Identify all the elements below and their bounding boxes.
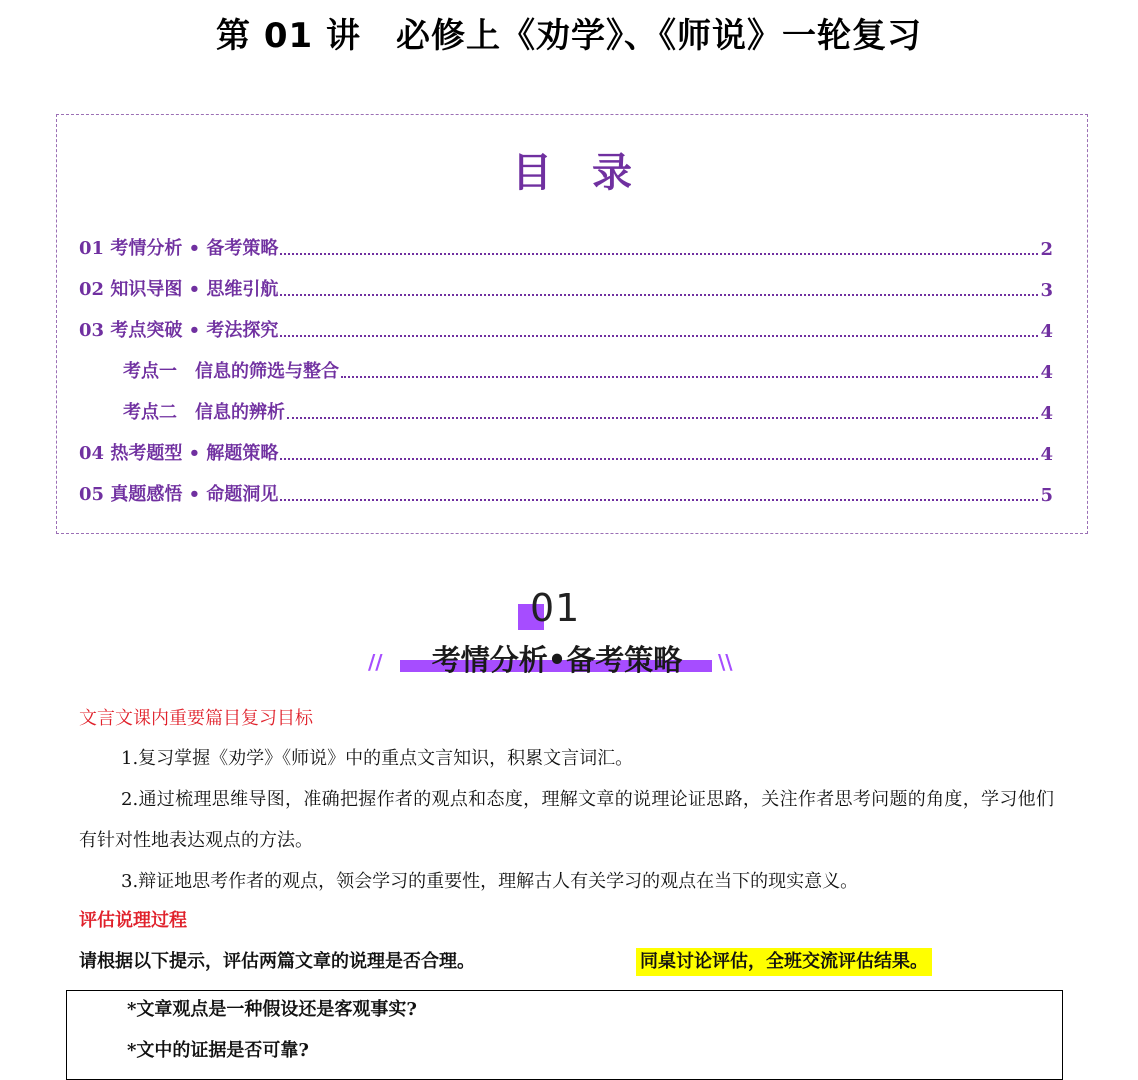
toc-item-page: 4 bbox=[1040, 362, 1053, 383]
section-content bbox=[79, 700, 1054, 984]
goal-item: 3.辩证地思考作者的观点，领会学习的重要性，理解古人有关学习的观点在当下的现实意义。 bbox=[121, 871, 859, 892]
goal-item: 2.通过梳理思维导图，准确把握作者的观点和态度，理解文章的说理论证思路，关注作者思考问题的角度，学习他们有针对性地表达观点的方法。 bbox=[79, 789, 1054, 851]
toc-list bbox=[79, 219, 1053, 506]
toc-item-page: 3 bbox=[1040, 280, 1053, 301]
toc-subitem[interactable] bbox=[79, 383, 1053, 424]
slash-decor-left: // bbox=[368, 650, 383, 674]
eval-prompt: 请根据以下提示，评估两篇文章的说理是否合理。 bbox=[79, 951, 475, 972]
hint-item: *文中的证据是否可靠? bbox=[127, 1040, 309, 1061]
toc-item-page: 2 bbox=[1040, 239, 1053, 260]
toc-item-label: 考点二 信息的辨析 bbox=[123, 402, 285, 423]
toc-leader-dots bbox=[341, 376, 1038, 378]
eval-heading: 评估说理过程 bbox=[79, 910, 187, 931]
table-of-contents bbox=[56, 114, 1088, 534]
hint-box bbox=[66, 990, 1063, 1080]
page-title: 第 01 讲 必修上《劝学》、《师说》一轮复习 bbox=[216, 16, 922, 56]
toc-item-page: 4 bbox=[1040, 444, 1053, 465]
toc-item-label: 01 考情分析 • 备考策略 bbox=[79, 238, 279, 259]
toc-item-label: 02 知识导图 • 思维引航 bbox=[79, 279, 279, 300]
toc-item-label: 05 真题感悟 • 命题洞见 bbox=[79, 484, 279, 505]
hint-item: *文章观点是一种假设还是客观事实? bbox=[127, 999, 417, 1020]
toc-leader-dots bbox=[280, 458, 1038, 460]
goal-item: 1.复习掌握《劝学》《师说》中的重点文言知识，积累文言词汇。 bbox=[121, 748, 634, 769]
toc-item[interactable] bbox=[79, 465, 1053, 506]
toc-item-page: 5 bbox=[1040, 485, 1053, 506]
toc-leader-dots bbox=[280, 499, 1038, 501]
goal-heading: 文言文课内重要篇目复习目标 bbox=[79, 708, 313, 729]
toc-item[interactable] bbox=[79, 219, 1053, 260]
toc-leader-dots bbox=[287, 417, 1038, 419]
toc-item-label: 04 热考题型 • 解题策略 bbox=[79, 443, 279, 464]
toc-heading: 目录 bbox=[512, 150, 672, 196]
toc-leader-dots bbox=[280, 294, 1038, 296]
toc-subitem[interactable] bbox=[79, 342, 1053, 383]
toc-leader-dots bbox=[280, 335, 1038, 337]
toc-item[interactable] bbox=[79, 424, 1053, 465]
section-number: 01 bbox=[530, 586, 581, 630]
highlighted-instruction: 同桌讨论评估，全班交流评估结果。 bbox=[636, 948, 932, 976]
section-title: 考情分析•备考策略 bbox=[431, 643, 683, 677]
toc-item-page: 4 bbox=[1040, 321, 1053, 342]
toc-item-page: 4 bbox=[1040, 403, 1053, 424]
section-banner bbox=[368, 586, 736, 682]
toc-leader-dots bbox=[280, 253, 1038, 255]
slash-decor-right: \\ bbox=[718, 650, 733, 674]
toc-item[interactable] bbox=[79, 260, 1053, 301]
toc-item[interactable] bbox=[79, 301, 1053, 342]
eval-prompt-line bbox=[79, 940, 1054, 984]
toc-item-label: 考点一 信息的筛选与整合 bbox=[123, 361, 339, 382]
toc-item-label: 03 考点突破 • 考法探究 bbox=[79, 320, 279, 341]
